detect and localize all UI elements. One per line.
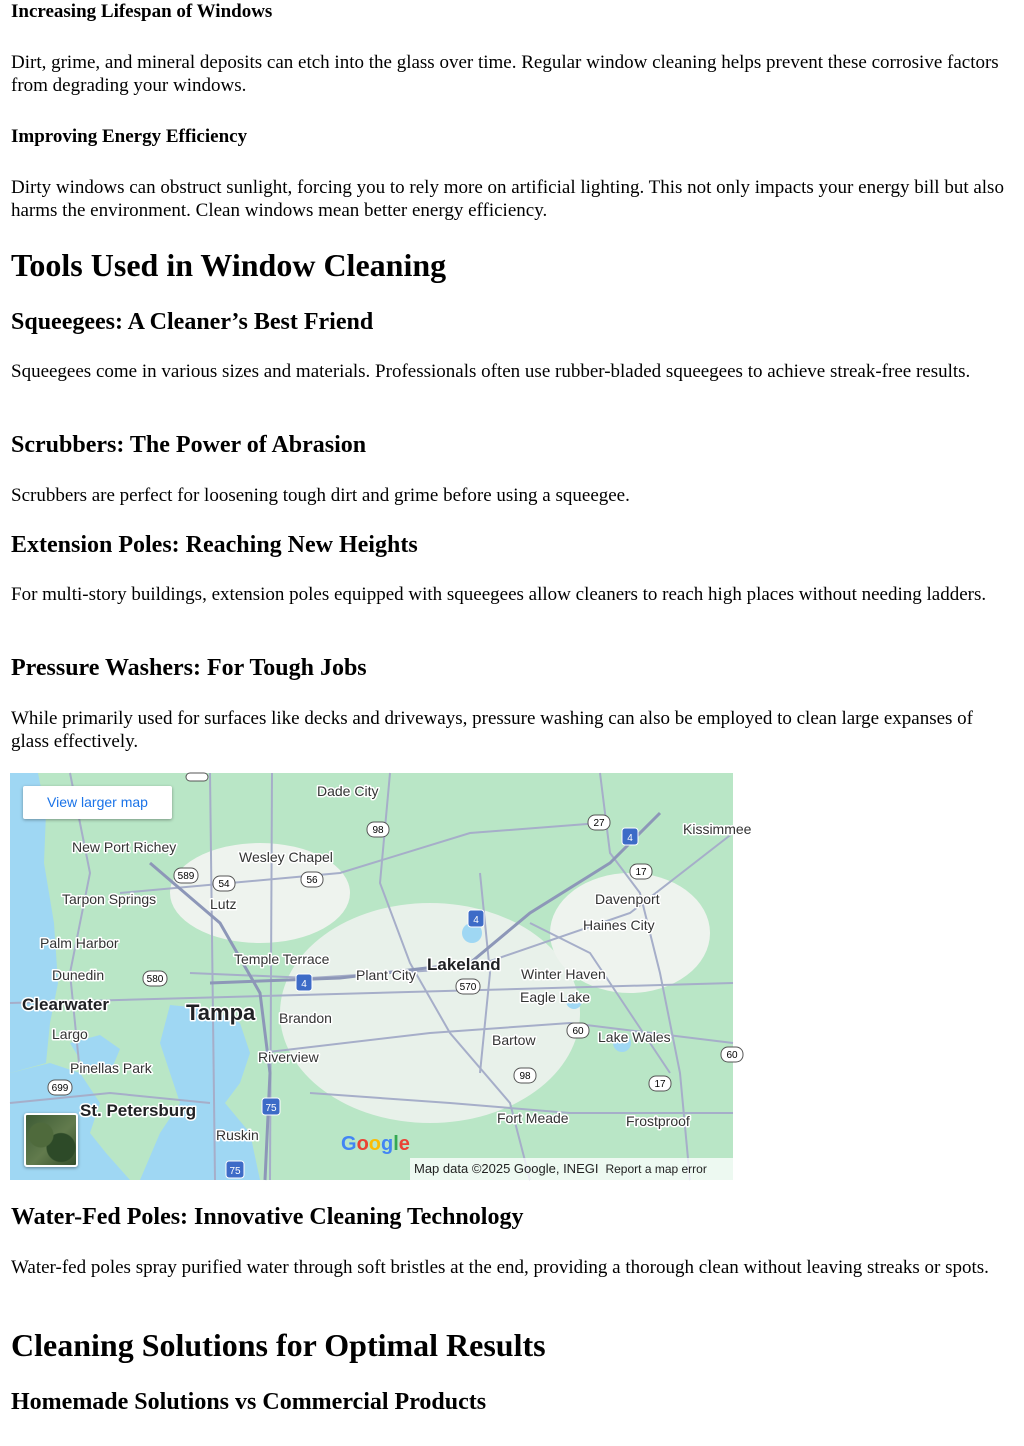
city-label: Palm Harbor: [40, 935, 119, 951]
tool-text-squeegees: Squeegees come in various sizes and materials. Professionals often use rubber-bladed squeegees to achieve streak-free results.: [11, 361, 971, 382]
city-label: Lutz: [210, 896, 237, 912]
logo-letter: G: [341, 1133, 357, 1155]
route-shield: [48, 1080, 72, 1095]
svg-text:4: 4: [473, 915, 479, 926]
section-text-energy: Dirty windows can obstruct sunlight, forcing you to rely more on artificial lighting. This not only impacts your energy bill but also harms the environment. Clean windows mean better energy efficiency.: [11, 177, 1004, 221]
svg-text:27: 27: [593, 818, 605, 829]
route-shield: [649, 1076, 671, 1091]
section-heading-lifespan: Increasing Lifespan of Windows: [11, 1, 273, 22]
route-shield: [514, 1068, 536, 1083]
city-label-line: New Port Richey: [72, 839, 177, 855]
svg-text:60: 60: [572, 1026, 584, 1037]
city-label: Dade City: [317, 783, 379, 799]
solutions-subheading: Homemade Solutions vs Commercial Products: [11, 1389, 487, 1415]
map-credits: Map data ©2025 Google, INEGI: [414, 1161, 599, 1176]
city-label: Davenport: [595, 891, 660, 907]
city-label: Winter Haven: [521, 966, 606, 982]
svg-text:4: 4: [301, 979, 307, 990]
tool-text-pressure-washers: While primarily used for surfaces like decks and driveways, pressure washing can also be employed to clean large expanses of glass effectively.: [11, 708, 973, 752]
city-label: Wesley Chapel: [239, 849, 333, 865]
route-shield: [456, 979, 480, 994]
svg-text:589: 589: [177, 871, 195, 882]
water-fed-poles-heading: Water-Fed Poles: Innovative Cleaning Technology: [11, 1204, 524, 1230]
city-label: Tampa: [186, 1000, 256, 1025]
google-logo: [341, 1133, 410, 1156]
route-shield: [186, 773, 208, 781]
svg-text:60: 60: [726, 1050, 738, 1061]
city-label: Kissimmee: [683, 821, 752, 837]
logo-letter: o: [368, 1133, 381, 1155]
map-labels: [10, 773, 752, 1180]
route-shield: [367, 822, 389, 837]
city-label: Pinellas Park: [70, 1060, 152, 1076]
route-shield: [296, 974, 312, 991]
tool-heading-extension-poles: Extension Poles: Reaching New Heights: [11, 532, 418, 558]
route-shield: [622, 828, 638, 845]
svg-text:17: 17: [635, 867, 647, 878]
map-footer: [410, 1158, 733, 1180]
section-heading-energy: Improving Energy Efficiency: [11, 126, 248, 147]
route-shield: [213, 876, 235, 891]
city-label: Temple Terrace: [234, 951, 330, 967]
svg-text:98: 98: [519, 1071, 531, 1082]
svg-text:580: 580: [146, 974, 164, 985]
svg-text:699: 699: [51, 1083, 69, 1094]
water-fed-poles-text: Water-fed poles spray purified water through soft bristles at the end, providing a thorough clean without leaving streaks or spots.: [11, 1257, 989, 1278]
city-label: Ruskin: [216, 1127, 259, 1143]
tool-text-scrubbers: Scrubbers are perfect for loosening tough dirt and grime before using a squeegee.: [11, 485, 630, 506]
city-label: Haines City: [583, 917, 655, 933]
city-label: Clearwater: [22, 995, 109, 1014]
city-label: Bartow: [492, 1032, 536, 1048]
city-label: [72, 839, 176, 855]
svg-text:56: 56: [306, 875, 318, 886]
tool-heading-scrubbers: Scrubbers: The Power of Abrasion: [11, 432, 367, 458]
route-shield: [143, 971, 167, 986]
logo-letter: o: [356, 1133, 369, 1155]
city-label: Fort Meade: [497, 1110, 569, 1126]
city-label: Dunedin: [52, 967, 105, 983]
city-label: Plant City: [356, 967, 416, 983]
route-shield: [226, 1161, 244, 1178]
tool-heading-squeegees: Squeegees: A Cleaner’s Best Friend: [11, 309, 374, 335]
section-text-lifespan: Dirt, grime, and mineral deposits can etch into the glass over time. Regular window cleaning helps prevent these corrosive factors from degrading your windows.: [11, 52, 999, 96]
city-label: Eagle Lake: [520, 989, 591, 1005]
city-label: Lake Wales: [598, 1029, 671, 1045]
city-label: Lakeland: [427, 955, 501, 974]
city-label: Brandon: [279, 1010, 332, 1026]
svg-text:570: 570: [459, 982, 477, 993]
city-label: Frostproof: [626, 1113, 690, 1129]
route-shield: [630, 864, 652, 879]
satellite-toggle-icon[interactable]: [24, 1113, 78, 1167]
city-label: Largo: [52, 1026, 88, 1042]
svg-text:98: 98: [372, 825, 384, 836]
view-larger-map-button[interactable]: View larger map: [23, 786, 172, 819]
city-label: St. Petersburg: [80, 1101, 197, 1120]
route-shield: [588, 815, 610, 830]
svg-text:54: 54: [218, 879, 230, 890]
tool-heading-pressure-washers: Pressure Washers: For Tough Jobs: [11, 655, 367, 681]
route-shield: [174, 868, 198, 883]
route-shield: [262, 1098, 280, 1115]
svg-text:17: 17: [654, 1079, 666, 1090]
svg-text:75: 75: [229, 1166, 241, 1177]
route-shield: [721, 1047, 743, 1062]
route-shield: [301, 872, 323, 887]
report-map-error-link[interactable]: Report a map error: [605, 1162, 707, 1176]
tool-text-extension-poles: For multi-story buildings, extension poles equipped with squeegees allow cleaners to reach high places without needing ladders.: [11, 584, 987, 605]
svg-text:4: 4: [627, 833, 633, 844]
svg-text:75: 75: [265, 1103, 277, 1114]
route-shield: [567, 1023, 589, 1038]
logo-letter: g: [381, 1133, 394, 1155]
solutions-heading: Cleaning Solutions for Optimal Results: [11, 1327, 546, 1363]
city-label: Riverview: [258, 1049, 319, 1065]
city-label: Tarpon Springs: [62, 891, 157, 907]
embedded-map[interactable]: [10, 773, 752, 1180]
logo-letter: l: [393, 1133, 399, 1155]
logo-letter: e: [398, 1133, 410, 1155]
route-shield: [468, 910, 484, 927]
tools-heading: Tools Used in Window Cleaning: [11, 247, 447, 283]
